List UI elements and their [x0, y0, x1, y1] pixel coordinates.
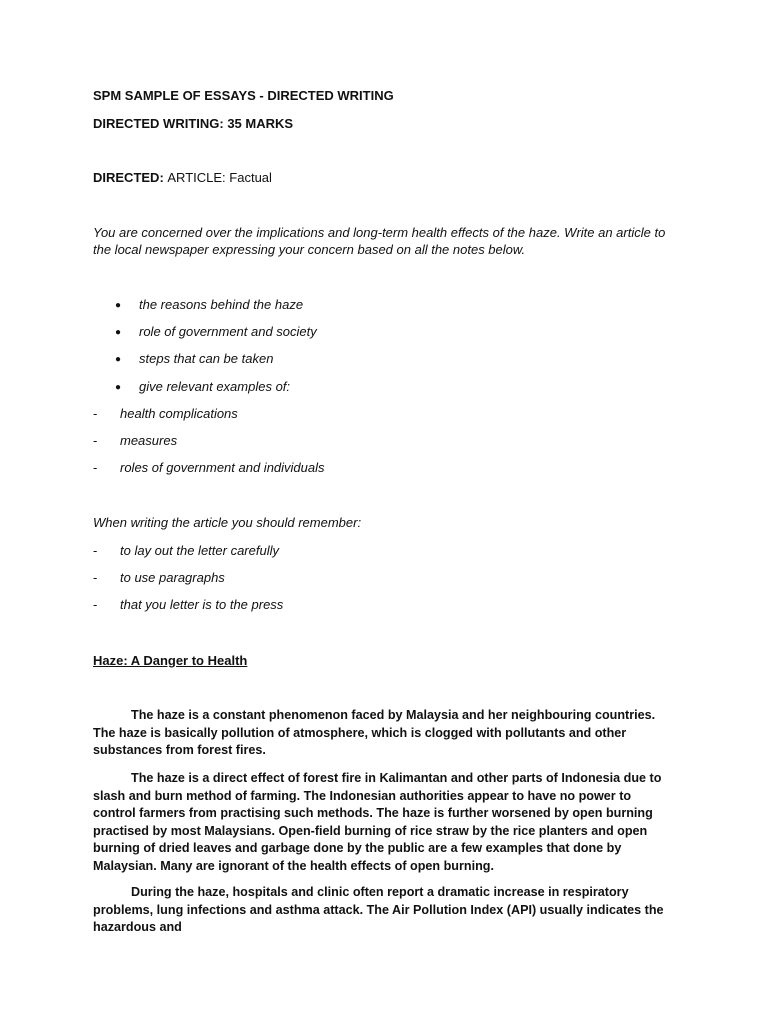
- example-item: health complications: [120, 406, 238, 421]
- dash-marker: -: [93, 460, 98, 475]
- dash-marker: -: [93, 406, 98, 421]
- essay-title: Haze: A Danger to Health: [93, 653, 248, 668]
- remember-item: to lay out the letter carefully: [120, 543, 279, 558]
- dash-marker: -: [93, 543, 98, 558]
- dash-marker: -: [93, 570, 98, 585]
- bullet-dot-icon: ●: [115, 382, 122, 393]
- directed-value: ARTICLE: Factual: [167, 170, 272, 185]
- essay-paragraph: The haze is a direct effect of forest fire in Kalimantan and other parts of Indonesia due to slash and burn method of farming. The Indonesian authorities appear to have no power to control farmers from practising such methods. The haze is further worsened by open burning practised by most Malaysians. Open-field burning of rice straw by the rice planters and open burning of dried leaves and garbage done by the public are a few examples that done by Malaysian. Many are ignorant of the health effects of open burning.: [93, 771, 662, 873]
- directed-heading: [93, 170, 272, 185]
- dash-marker: -: [93, 597, 98, 612]
- bullet-item: role of government and society: [139, 324, 317, 339]
- essay-paragraph: During the haze, hospitals and clinic often report a dramatic increase in respiratory problems, lung infections and asthma attack. The Air Pollution Index (API) usually indicates the hazardous and: [93, 885, 664, 934]
- document-title: SPM SAMPLE OF ESSAYS - DIRECTED WRITING: [93, 88, 394, 103]
- bullet-item: the reasons behind the haze: [139, 297, 304, 312]
- dash-marker: -: [93, 433, 98, 448]
- remember-item: that you letter is to the press: [120, 597, 284, 612]
- bullet-item: give relevant examples of:: [139, 379, 291, 394]
- remember-intro: When writing the article you should remember:: [93, 515, 362, 530]
- example-item: measures: [120, 433, 178, 448]
- essay-paragraph: The haze is a constant phenomenon faced by Malaysia and her neighbouring countries. The haze is basically pollution of atmosphere, which is clogged with pollutants and other substances from forest fires.: [93, 708, 656, 757]
- bullet-dot-icon: ●: [115, 354, 122, 365]
- bullet-dot-icon: ●: [115, 327, 122, 338]
- bullet-item: steps that can be taken: [139, 351, 274, 366]
- task-line-1: You are concerned over the implications and long-term health effects of the haze. Write an article to: [93, 225, 666, 240]
- task-line-2: the local newspaper expressing your concern based on all the notes below.: [93, 242, 526, 257]
- directed-label: DIRECTED:: [93, 170, 168, 185]
- marks-heading: DIRECTED WRITING: 35 MARKS: [93, 116, 294, 131]
- bullet-dot-icon: ●: [115, 300, 122, 311]
- remember-item: to use paragraphs: [120, 570, 225, 585]
- example-item: roles of government and individuals: [120, 460, 325, 475]
